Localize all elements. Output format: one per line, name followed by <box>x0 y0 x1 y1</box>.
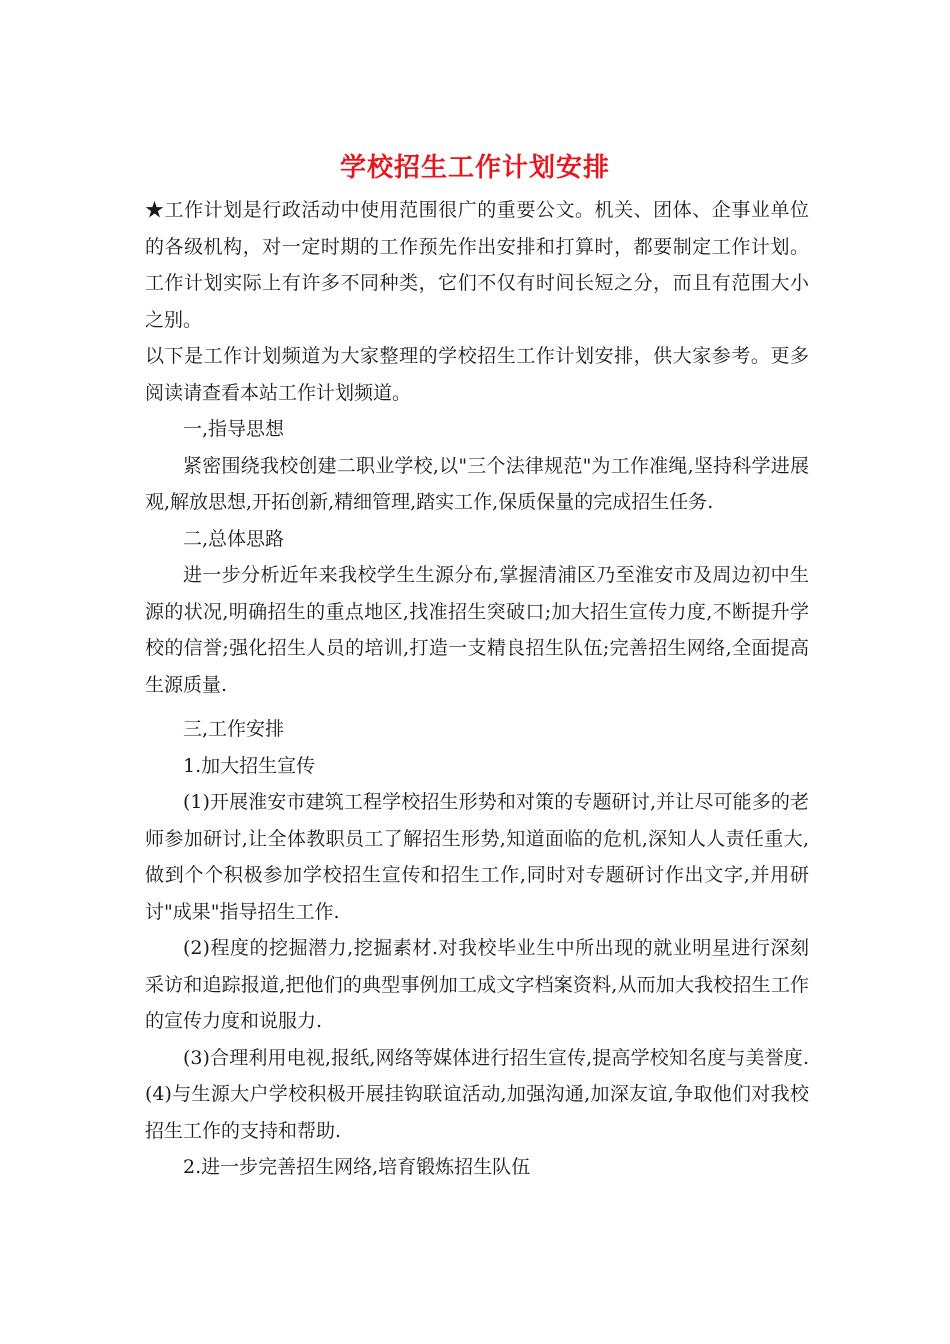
intro-paragraph: ★工作计划是行政活动中使用范围很广的重要公文。机关、团体、企事业单位的各级机构，对一定时期的工作预先作出安排和打算时，都要制定工作计划。工作计划实际上有许多不同种类，它们不仅有时间长短之分，而且有范围大小之别。 <box>145 199 809 331</box>
subsection-heading: 2.进一步完善招生网络,培育锻炼招生队伍 <box>183 1156 531 1178</box>
section-heading: 一,指导思想 <box>183 418 285 440</box>
spacer <box>145 703 809 711</box>
document-title: 学校招生工作计划安排 <box>339 153 610 183</box>
item-paragraph: (2)程度的挖掘潜力,挖掘素材.对我校毕业生中所出现的就业明星进行深刻采访和追踪报道,把他们的典型事例加工成文字档案资料,从而加大我校招生工作的宣传力度和说服力. <box>145 937 809 1032</box>
subsection-heading: 1.加大招生宣传 <box>183 754 316 777</box>
section-heading: 三,工作安排 <box>183 718 285 740</box>
intro-paragraph-2: 以下是工作计划频道为大家整理的学校招生工作计划安排，供大家参考。更多阅读请查看本站工作计划频道。 <box>145 345 809 404</box>
document-body <box>145 192 809 1186</box>
item-paragraph: (1)开展淮安市建筑工程学校招生形势和对策的专题研讨,并让尽可能多的老师参加研讨,让全体教职员工了解招生形势,知道面临的危机,深知人人责任重大,做到个个积极参加学校招生宣传和招生工作,同时对专题研讨作出文字,并用研讨"成果"指导招生工作. <box>145 791 809 923</box>
section-heading: 二,总体思路 <box>183 527 285 550</box>
section-paragraph: 紧密围绕我校创建二职业学校,以"三个法律规范"为工作准绳,坚持科学进展观,解放思想,开拓创新,精细管理,踏实工作,保质保量的完成招生任务. <box>145 454 809 513</box>
section-paragraph: 进一步分析近年来我校学生生源分布,掌握清浦区乃至淮安市及周边初中生源的状况,明确招生的重点地区,找准招生突破口;加大招生宣传力度,不断提升学校的信誉;强化招生人员的培训,打造一支精良招生队伍;完善招生网络,全面提高生源质量. <box>145 564 809 696</box>
item-paragraph: (3)合理利用电视,报纸,网络等媒体进行招生宣传,提高学校知名度与美誉度.(4)与生源大户学校积极开展挂钩联谊活动,加强沟通,加深友谊,争取他们对我校招生工作的支持和帮助. <box>145 1046 809 1142</box>
